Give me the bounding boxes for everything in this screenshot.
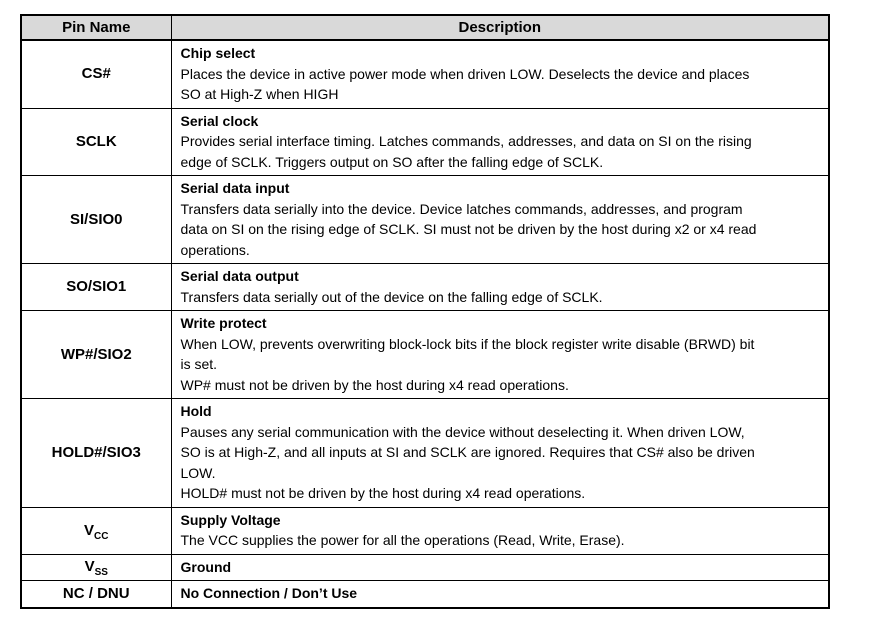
table-row <box>21 554 829 581</box>
description-header: Description <box>171 15 829 40</box>
table-row <box>21 40 829 108</box>
description-title: No Connection / Don’t Use <box>180 585 358 601</box>
table-row <box>21 399 829 508</box>
table-row <box>21 311 829 399</box>
pin-name-label: WP#/SIO2 <box>60 345 132 363</box>
pin-name-header: Pin Name <box>21 15 171 40</box>
description-cell <box>171 176 829 264</box>
description-title: Hold <box>180 403 212 419</box>
description-title: Serial data output <box>180 268 299 284</box>
description-line: Places the device in active power mode when driven LOW. Deselects the device and places <box>180 65 750 82</box>
pin-name-subscript: SS <box>94 567 108 579</box>
pin-name-cell <box>21 176 171 264</box>
description-line: data on SI on the rising edge of SCLK. SI must not be driven by the host during x2 or x4 read <box>180 221 757 237</box>
pin-name-label: NC / DNU <box>62 584 130 602</box>
description-line: When LOW, prevents overwriting block-lock bits if the block register write disable (BRWD) bit <box>180 335 755 352</box>
pin-name-cell <box>21 108 171 176</box>
description-line: is set. <box>180 356 218 372</box>
description-line: Provides serial interface timing. Latches commands, addresses, and data on SI on the rising <box>180 133 752 149</box>
description-title: Supply Voltage <box>180 511 281 528</box>
pin-name-label: HOLD#/SIO3 <box>51 443 141 461</box>
pin-name-cell <box>21 507 171 554</box>
table-row <box>21 264 829 311</box>
description-cell <box>171 554 829 581</box>
description-line: SO at High-Z when HIGH <box>180 86 339 102</box>
description-cell <box>171 581 829 608</box>
table-row <box>21 108 829 176</box>
table-row <box>21 581 829 608</box>
description-line: Transfers data serially out of the device on the falling edge of SCLK. <box>180 288 603 305</box>
description-cell <box>171 399 829 508</box>
pin-name-cell <box>21 581 171 608</box>
description-line: SO is at High-Z, and all inputs at SI and SCLK are ignored. Requires that CS# also be driven <box>180 444 755 460</box>
description-cell <box>171 311 829 399</box>
description-line: operations. <box>180 241 250 258</box>
description-cell <box>171 507 829 554</box>
description-line: Pauses any serial communication with the device without deselecting it. When driven LOW, <box>180 423 745 440</box>
description-cell <box>171 40 829 108</box>
description-line: Transfers data serially into the device. Device latches commands, addresses, and program <box>180 200 743 217</box>
pin-name-cell <box>21 399 171 508</box>
pin-name-cell <box>21 40 171 108</box>
description-title: Ground <box>180 558 232 575</box>
pin-name-label: SI/SIO0 <box>69 210 123 228</box>
pin-name-label: SO/SIO1 <box>66 278 127 295</box>
header-row <box>21 15 829 40</box>
pin-description-table <box>20 14 830 609</box>
pin-name-label: V <box>84 521 95 539</box>
pin-name-cell <box>21 264 171 311</box>
description-line: The VCC supplies the power for all the operations (Read, Write, Erase). <box>180 532 625 548</box>
pin-name-cell <box>21 311 171 399</box>
description-cell <box>171 264 829 311</box>
pin-name-cell <box>21 554 171 581</box>
pin-name-label: CS# <box>81 65 111 83</box>
description-title: Chip select <box>180 45 256 61</box>
pin-name-label: V <box>84 558 95 576</box>
table-row <box>21 507 829 554</box>
pin-name-label: SCLK <box>75 132 117 150</box>
table-row <box>21 176 829 264</box>
description-line: edge of SCLK. Triggers output on SO after the falling edge of SCLK. <box>180 153 604 170</box>
description-title: Serial data input <box>180 180 290 196</box>
table-body <box>21 40 829 608</box>
description-line: WP# must not be driven by the host during x4 read operations. <box>180 376 569 393</box>
description-line: HOLD# must not be driven by the host during x4 read operations. <box>180 485 586 501</box>
pin-name-subscript: CC <box>94 530 109 542</box>
description-title: Write protect <box>180 315 267 331</box>
description-cell <box>171 108 829 176</box>
description-line: LOW. <box>180 464 216 481</box>
description-title: Serial clock <box>180 112 259 129</box>
